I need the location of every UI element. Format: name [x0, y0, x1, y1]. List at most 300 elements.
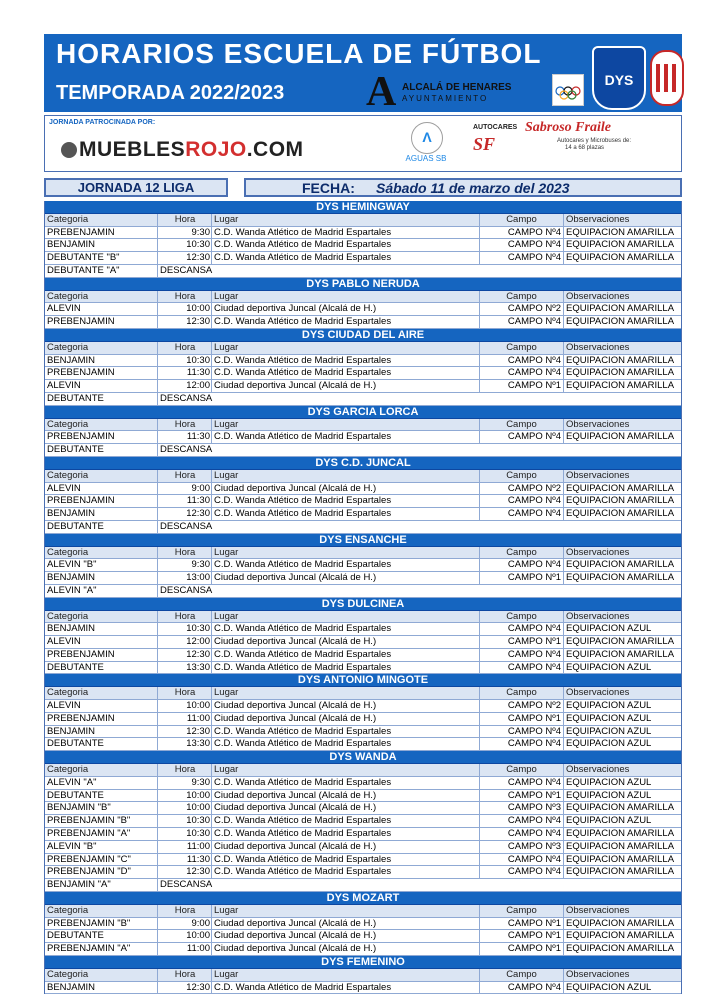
- cell-categoria: PREBENJAMIN: [47, 712, 115, 724]
- column-header-lugar: Lugar: [211, 419, 479, 432]
- column-header-row: [45, 214, 681, 227]
- cell-categoria: PREBENJAMIN: [47, 431, 115, 443]
- column-header-lugar: Lugar: [211, 547, 479, 560]
- cell-lugar: Ciudad deportiva Juncal (Alcalá de H.): [211, 303, 479, 316]
- cell-observaciones: EQUIPACION AMARILLA: [563, 918, 683, 931]
- cell-observaciones: EQUIPACION AMARILLA: [563, 483, 683, 496]
- cell-hora: 10:00: [157, 930, 211, 943]
- cell-lugar: C.D. Wanda Atlético de Madrid Espartales: [211, 815, 479, 828]
- cell-campo: CAMPO Nº4: [479, 777, 563, 790]
- cell-observaciones: EQUIPACION AMARILLA: [563, 649, 683, 662]
- column-header-hora: Hora: [157, 342, 211, 355]
- cell-categoria: ALEVIN "B": [47, 559, 97, 571]
- column-header-lugar: Lugar: [211, 291, 479, 304]
- cell-observaciones: EQUIPACION AMARILLA: [563, 572, 683, 585]
- column-header-hora: Hora: [157, 611, 211, 624]
- cell-hora: 11:30: [157, 495, 211, 508]
- ayuntamiento-logo: [366, 69, 546, 115]
- cell-lugar: Ciudad deportiva Juncal (Alcalá de H.): [211, 841, 479, 854]
- column-header-observaciones: Observaciones: [563, 470, 683, 483]
- cell-hora: 11:00: [157, 943, 211, 956]
- cell-lugar: C.D. Wanda Atlético de Madrid Espartales: [211, 239, 479, 252]
- cell-categoria: ALEVIN "A": [47, 776, 97, 788]
- cell-observaciones: EQUIPACION AMARILLA: [563, 559, 683, 572]
- column-header-row: [45, 342, 681, 355]
- column-header-lugar: Lugar: [211, 470, 479, 483]
- column-header-categoria: Categoria: [47, 341, 89, 353]
- cell-observaciones: EQUIPACION AZUL: [563, 623, 683, 636]
- cell-hora: 9:30: [157, 777, 211, 790]
- column-header-lugar: Lugar: [211, 214, 479, 227]
- table-row: [45, 380, 681, 393]
- table-row: [45, 930, 681, 943]
- schedule-table: [44, 201, 682, 994]
- cell-observaciones: EQUIPACION AZUL: [563, 815, 683, 828]
- gear-icon: [61, 142, 77, 158]
- column-header-campo: Campo: [479, 470, 563, 483]
- cell-observaciones: EQUIPACION AZUL: [563, 738, 683, 751]
- cell-lugar: C.D. Wanda Atlético de Madrid Espartales: [211, 508, 479, 521]
- cell-lugar: Ciudad deportiva Juncal (Alcalá de H.): [211, 380, 479, 393]
- section-header: DYS PABLO NERUDA: [45, 278, 681, 291]
- column-header-hora: Hora: [157, 687, 211, 700]
- cell-hora: 10:30: [157, 355, 211, 368]
- muebles-part3: .COM: [246, 138, 304, 161]
- cell-lugar: C.D. Wanda Atlético de Madrid Espartales: [211, 662, 479, 675]
- sabroso-autocares: AUTOCARES: [473, 124, 518, 131]
- cell-hora: 10:00: [157, 790, 211, 803]
- column-header-lugar: Lugar: [211, 687, 479, 700]
- cell-observaciones: EQUIPACION AMARILLA: [563, 943, 683, 956]
- cell-observaciones: EQUIPACION AMARILLA: [563, 380, 683, 393]
- descansa-row: [45, 521, 681, 534]
- cell-categoria: DEBUTANTE: [47, 789, 104, 801]
- cell-categoria: PREBENJAMIN "C": [47, 853, 131, 865]
- cell-observaciones: EQUIPACION AMARILLA: [563, 866, 683, 879]
- column-header-observaciones: Observaciones: [563, 342, 683, 355]
- cell-hora: 11:30: [157, 431, 211, 444]
- cell-lugar: C.D. Wanda Atlético de Madrid Espartales: [211, 649, 479, 662]
- section-header: DYS WANDA: [45, 751, 681, 764]
- column-header-row: [45, 419, 681, 432]
- column-header-categoria: Categoria: [47, 290, 89, 302]
- cell-categoria: ALEVIN: [47, 700, 81, 712]
- cell-categoria: PREBENJAMIN: [47, 316, 115, 328]
- column-header-categoria: Categoria: [47, 968, 89, 980]
- table-row: [45, 841, 681, 854]
- cell-lugar: C.D. Wanda Atlético de Madrid Espartales: [211, 738, 479, 751]
- column-header-hora: Hora: [157, 419, 211, 432]
- cell-campo: CAMPO Nº4: [479, 355, 563, 368]
- cell-categoria: PREBENJAMIN "D": [47, 866, 131, 878]
- column-header-observaciones: Observaciones: [563, 687, 683, 700]
- cell-campo: CAMPO Nº1: [479, 380, 563, 393]
- cell-lugar: Ciudad deportiva Juncal (Alcalá de H.): [211, 572, 479, 585]
- column-header-campo: Campo: [479, 764, 563, 777]
- cell-lugar: Ciudad deportiva Juncal (Alcalá de H.): [211, 930, 479, 943]
- muebles-part1: MUEBLES: [79, 138, 186, 161]
- column-header-hora: Hora: [157, 547, 211, 560]
- fecha-box: [244, 178, 682, 197]
- column-header-hora: Hora: [157, 764, 211, 777]
- cell-descansa: DESCANSA: [157, 393, 357, 406]
- column-header-campo: Campo: [479, 419, 563, 432]
- column-header-row: [45, 969, 681, 982]
- table-row: [45, 802, 681, 815]
- muebles-part2: ROJO: [185, 138, 247, 161]
- column-header-campo: Campo: [479, 611, 563, 624]
- cell-observaciones: EQUIPACION AZUL: [563, 662, 683, 675]
- section-header: DYS HEMINGWAY: [45, 201, 681, 214]
- cell-hora: 12:30: [157, 508, 211, 521]
- cell-observaciones: EQUIPACION AMARILLA: [563, 508, 683, 521]
- ayuntamiento-line1: ALCALÁ DE HENARES: [402, 82, 512, 93]
- table-row: [45, 623, 681, 636]
- cell-campo: CAMPO Nº2: [479, 483, 563, 496]
- cell-campo: CAMPO Nº4: [479, 726, 563, 739]
- cell-campo: CAMPO Nº1: [479, 930, 563, 943]
- cell-observaciones: EQUIPACION AZUL: [563, 777, 683, 790]
- cell-observaciones: EQUIPACION AMARILLA: [563, 930, 683, 943]
- column-header-observaciones: Observaciones: [563, 419, 683, 432]
- cell-observaciones: EQUIPACION AMARILLA: [563, 367, 683, 380]
- cell-categoria: ALEVIN: [47, 303, 81, 315]
- cell-campo: CAMPO Nº4: [479, 854, 563, 867]
- cell-observaciones: EQUIPACION AZUL: [563, 700, 683, 713]
- column-header-hora: Hora: [157, 969, 211, 982]
- cell-hora: 9:30: [157, 227, 211, 240]
- column-header-lugar: Lugar: [211, 764, 479, 777]
- cell-observaciones: EQUIPACION AMARILLA: [563, 802, 683, 815]
- table-row: [45, 738, 681, 751]
- cell-observaciones: EQUIPACION AZUL: [563, 982, 683, 995]
- ayuntamiento-line2: AYUNTAMIENTO: [402, 94, 489, 103]
- column-header-row: [45, 470, 681, 483]
- aguas-sb-logo: [399, 122, 453, 168]
- cell-hora: 10:00: [157, 700, 211, 713]
- cell-observaciones: EQUIPACION AMARILLA: [563, 316, 683, 329]
- column-header-lugar: Lugar: [211, 905, 479, 918]
- column-header-hora: Hora: [157, 291, 211, 304]
- section-header: DYS CIUDAD DEL AIRE: [45, 329, 681, 342]
- cell-observaciones: EQUIPACION AMARILLA: [563, 828, 683, 841]
- descansa-row: [45, 585, 681, 598]
- cell-lugar: C.D. Wanda Atlético de Madrid Espartales: [211, 227, 479, 240]
- cell-hora: 13:00: [157, 572, 211, 585]
- cell-categoria: BENJAMIN "B": [47, 802, 111, 814]
- cell-lugar: C.D. Wanda Atlético de Madrid Espartales: [211, 355, 479, 368]
- page-title: HORARIOS ESCUELA DE FÚTBOL: [56, 38, 542, 69]
- cell-campo: CAMPO Nº4: [479, 982, 563, 995]
- cell-categoria: BENJAMIN: [47, 508, 96, 520]
- ayuntamiento-a-icon: A: [366, 69, 397, 115]
- cell-hora: 13:30: [157, 738, 211, 751]
- cell-campo: CAMPO Nº4: [479, 431, 563, 444]
- cell-hora: 10:30: [157, 623, 211, 636]
- olympic-rings-icon: [552, 74, 584, 106]
- column-header-categoria: Categoria: [47, 687, 89, 699]
- column-header-categoria: Categoria: [47, 418, 89, 430]
- cell-lugar: C.D. Wanda Atlético de Madrid Espartales: [211, 866, 479, 879]
- column-header-lugar: Lugar: [211, 611, 479, 624]
- cell-lugar: Ciudad deportiva Juncal (Alcalá de H.): [211, 636, 479, 649]
- table-row: [45, 508, 681, 521]
- table-row: [45, 559, 681, 572]
- column-header-lugar: Lugar: [211, 969, 479, 982]
- cell-categoria: PREBENJAMIN "B": [47, 815, 131, 827]
- cell-categoria: DEBUTANTE: [47, 392, 104, 404]
- sponsor-banner: [44, 115, 682, 172]
- cell-campo: CAMPO Nº3: [479, 841, 563, 854]
- cell-categoria: BENJAMIN "A": [47, 879, 111, 891]
- cell-hora: 12:30: [157, 982, 211, 995]
- cell-hora: 9:00: [157, 918, 211, 931]
- column-header-categoria: Categoria: [47, 213, 89, 225]
- cell-categoria: DEBUTANTE: [47, 738, 104, 750]
- table-row: [45, 316, 681, 329]
- cell-campo: CAMPO Nº4: [479, 495, 563, 508]
- section-header: DYS DULCINEA: [45, 598, 681, 611]
- column-header-observaciones: Observaciones: [563, 764, 683, 777]
- cell-observaciones: EQUIPACION AMARILLA: [563, 355, 683, 368]
- column-header-hora: Hora: [157, 470, 211, 483]
- cell-lugar: Ciudad deportiva Juncal (Alcalá de H.): [211, 713, 479, 726]
- table-row: [45, 854, 681, 867]
- fecha-value: Sábado 11 de marzo del 2023: [376, 180, 570, 196]
- cell-observaciones: EQUIPACION AZUL: [563, 713, 683, 726]
- cell-categoria: DEBUTANTE: [47, 930, 104, 942]
- table-row: [45, 303, 681, 316]
- sabroso-sf-icon: SF: [473, 134, 496, 154]
- section-header: DYS C.D. JUNCAL: [45, 457, 681, 470]
- cell-categoria: DEBUTANTE: [47, 444, 104, 456]
- cell-categoria: BENJAMIN: [47, 239, 96, 251]
- cell-campo: CAMPO Nº4: [479, 623, 563, 636]
- column-header-observaciones: Observaciones: [563, 547, 683, 560]
- sabroso-line1: Autocares y Microbuses de:: [557, 138, 632, 144]
- column-header-campo: Campo: [479, 905, 563, 918]
- cell-lugar: C.D. Wanda Atlético de Madrid Espartales: [211, 367, 479, 380]
- cell-lugar: C.D. Wanda Atlético de Madrid Espartales: [211, 559, 479, 572]
- cell-hora: 10:30: [157, 239, 211, 252]
- cell-campo: CAMPO Nº3: [479, 802, 563, 815]
- cell-hora: 11:30: [157, 854, 211, 867]
- column-header-categoria: Categoria: [47, 904, 89, 916]
- dys-logo-text: DYS: [604, 72, 634, 88]
- cell-descansa: DESCANSA: [157, 879, 357, 892]
- cell-campo: CAMPO Nº1: [479, 790, 563, 803]
- table-row: [45, 483, 681, 496]
- cell-categoria: PREBENJAMIN: [47, 495, 115, 507]
- table-row: [45, 726, 681, 739]
- cell-lugar: Ciudad deportiva Juncal (Alcalá de H.): [211, 483, 479, 496]
- table-row: [45, 227, 681, 240]
- cell-lugar: Ciudad deportiva Juncal (Alcalá de H.): [211, 790, 479, 803]
- table-row: [45, 815, 681, 828]
- cell-categoria: PREBENJAMIN: [47, 226, 115, 238]
- cell-descansa: DESCANSA: [157, 265, 357, 278]
- aguas-circle-icon: [411, 122, 443, 154]
- cell-categoria: DEBUTANTE "A": [47, 264, 120, 276]
- cell-categoria: ALEVIN: [47, 380, 81, 392]
- column-header-observaciones: Observaciones: [563, 611, 683, 624]
- cell-categoria: ALEVIN "A": [47, 584, 97, 596]
- table-row: [45, 790, 681, 803]
- cell-campo: CAMPO Nº1: [479, 713, 563, 726]
- cell-categoria: BENJAMIN: [47, 572, 96, 584]
- cell-categoria: PREBENJAMIN "A": [47, 828, 131, 840]
- column-header-categoria: Categoria: [47, 469, 89, 481]
- cell-hora: 10:30: [157, 828, 211, 841]
- fecha-label: FECHA:: [302, 180, 355, 196]
- cell-lugar: C.D. Wanda Atlético de Madrid Espartales: [211, 982, 479, 995]
- column-header-categoria: Categoria: [47, 610, 89, 622]
- cell-observaciones: EQUIPACION AMARILLA: [563, 495, 683, 508]
- cell-categoria: DEBUTANTE: [47, 520, 104, 532]
- cell-campo: CAMPO Nº4: [479, 738, 563, 751]
- cell-campo: CAMPO Nº4: [479, 828, 563, 841]
- cell-categoria: PREBENJAMIN "A": [47, 943, 131, 955]
- column-header-row: [45, 905, 681, 918]
- table-row: [45, 943, 681, 956]
- sabroso-name: Sabroso Fraile: [525, 120, 611, 135]
- cell-hora: 13:30: [157, 662, 211, 675]
- cell-categoria: BENJAMIN: [47, 623, 96, 635]
- dys-shield-logo: [592, 46, 646, 110]
- column-header-categoria: Categoria: [47, 546, 89, 558]
- season-subtitle: TEMPORADA 2022/2023: [56, 82, 285, 104]
- cell-observaciones: EQUIPACION AMARILLA: [563, 252, 683, 265]
- cell-observaciones: EQUIPACION AMARILLA: [563, 431, 683, 444]
- cell-campo: CAMPO Nº4: [479, 866, 563, 879]
- section-header: DYS ANTONIO MINGOTE: [45, 674, 681, 687]
- cell-campo: CAMPO Nº4: [479, 508, 563, 521]
- cell-hora: 11:00: [157, 713, 211, 726]
- section-header: DYS GARCIA LORCA: [45, 406, 681, 419]
- table-row: [45, 355, 681, 368]
- column-header-observaciones: Observaciones: [563, 214, 683, 227]
- cell-campo: CAMPO Nº1: [479, 572, 563, 585]
- cell-categoria: PREBENJAMIN: [47, 648, 115, 660]
- cell-hora: 12:30: [157, 316, 211, 329]
- cell-campo: CAMPO Nº4: [479, 815, 563, 828]
- header-banner: [44, 34, 682, 115]
- cell-hora: 11:30: [157, 367, 211, 380]
- descansa-row: [45, 444, 681, 457]
- cell-categoria: ALEVIN: [47, 636, 81, 648]
- column-header-campo: Campo: [479, 687, 563, 700]
- sponsor-label: JORNADA PATROCINADA POR:: [49, 119, 156, 126]
- descansa-row: [45, 265, 681, 278]
- column-header-campo: Campo: [479, 214, 563, 227]
- cell-lugar: C.D. Wanda Atlético de Madrid Espartales: [211, 316, 479, 329]
- cell-categoria: ALEVIN: [47, 482, 81, 494]
- cell-categoria: DEBUTANTE "B": [47, 252, 120, 264]
- cell-observaciones: EQUIPACION AMARILLA: [563, 227, 683, 240]
- cell-campo: CAMPO Nº4: [479, 662, 563, 675]
- cell-campo: CAMPO Nº1: [479, 943, 563, 956]
- column-header-campo: Campo: [479, 291, 563, 304]
- cell-categoria: BENJAMIN: [47, 354, 96, 366]
- cell-descansa: DESCANSA: [157, 444, 357, 457]
- cell-hora: 11:00: [157, 841, 211, 854]
- section-header: DYS ENSANCHE: [45, 534, 681, 547]
- table-row: [45, 982, 681, 995]
- table-row: [45, 662, 681, 675]
- cell-observaciones: EQUIPACION AMARILLA: [563, 303, 683, 316]
- table-row: [45, 828, 681, 841]
- table-row: [45, 918, 681, 931]
- cell-lugar: Ciudad deportiva Juncal (Alcalá de H.): [211, 918, 479, 931]
- cell-observaciones: EQUIPACION AMARILLA: [563, 841, 683, 854]
- column-header-categoria: Categoria: [47, 764, 89, 776]
- cell-lugar: C.D. Wanda Atlético de Madrid Espartales: [211, 854, 479, 867]
- cell-observaciones: EQUIPACION AMARILLA: [563, 854, 683, 867]
- jornada-box: JORNADA 12 LIGA: [44, 178, 228, 197]
- cell-campo: CAMPO Nº2: [479, 700, 563, 713]
- column-header-row: [45, 547, 681, 560]
- column-header-campo: Campo: [479, 547, 563, 560]
- cell-categoria: PREBENJAMIN: [47, 367, 115, 379]
- cell-categoria: PREBENJAMIN "B": [47, 917, 131, 929]
- table-row: [45, 431, 681, 444]
- column-header-hora: Hora: [157, 905, 211, 918]
- cell-hora: 12:00: [157, 636, 211, 649]
- cell-descansa: DESCANSA: [157, 521, 357, 534]
- cell-campo: CAMPO Nº4: [479, 239, 563, 252]
- cell-lugar: C.D. Wanda Atlético de Madrid Espartales: [211, 623, 479, 636]
- cell-lugar: Ciudad deportiva Juncal (Alcalá de H.): [211, 700, 479, 713]
- table-row: [45, 367, 681, 380]
- column-header-observaciones: Observaciones: [563, 969, 683, 982]
- table-row: [45, 649, 681, 662]
- sabroso-fraile-logo: [465, 120, 677, 168]
- cell-lugar: C.D. Wanda Atlético de Madrid Espartales: [211, 828, 479, 841]
- cell-campo: CAMPO Nº1: [479, 636, 563, 649]
- table-row: [45, 495, 681, 508]
- cell-lugar: Ciudad deportiva Juncal (Alcalá de H.): [211, 943, 479, 956]
- cell-lugar: C.D. Wanda Atlético de Madrid Espartales: [211, 431, 479, 444]
- table-row: [45, 777, 681, 790]
- sabroso-line2: 14 a 68 plazas: [565, 145, 605, 151]
- cell-campo: CAMPO Nº4: [479, 252, 563, 265]
- section-header: DYS MOZART: [45, 892, 681, 905]
- column-header-row: [45, 764, 681, 777]
- table-row: [45, 572, 681, 585]
- cell-categoria: DEBUTANTE: [47, 661, 104, 673]
- cell-categoria: BENJAMIN: [47, 725, 96, 737]
- cell-lugar: C.D. Wanda Atlético de Madrid Espartales: [211, 726, 479, 739]
- cell-observaciones: EQUIPACION AMARILLA: [563, 636, 683, 649]
- cell-campo: CAMPO Nº4: [479, 227, 563, 240]
- cell-descansa: DESCANSA: [157, 585, 357, 598]
- table-row: [45, 713, 681, 726]
- cell-hora: 9:00: [157, 483, 211, 496]
- cell-hora: 12:30: [157, 726, 211, 739]
- descansa-row: [45, 879, 681, 892]
- cell-campo: CAMPO Nº4: [479, 316, 563, 329]
- table-row: [45, 866, 681, 879]
- column-header-row: [45, 611, 681, 624]
- cell-lugar: C.D. Wanda Atlético de Madrid Espartales: [211, 777, 479, 790]
- column-header-campo: Campo: [479, 342, 563, 355]
- cell-lugar: C.D. Wanda Atlético de Madrid Espartales: [211, 252, 479, 265]
- cell-campo: CAMPO Nº2: [479, 303, 563, 316]
- cell-hora: 10:00: [157, 802, 211, 815]
- cell-observaciones: EQUIPACION AMARILLA: [563, 239, 683, 252]
- section-header: DYS FEMENINO: [45, 956, 681, 969]
- column-header-observaciones: Observaciones: [563, 291, 683, 304]
